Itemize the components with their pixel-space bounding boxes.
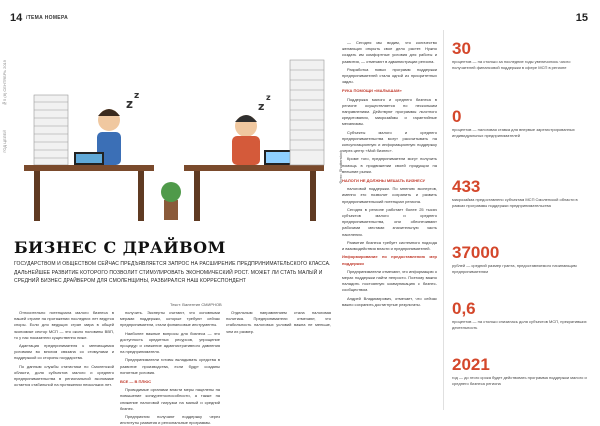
subheading: РУКА ПОМОЩИ «МАЛЫШАМ»: [342, 88, 402, 94]
paragraph: Кроме того, предприниматели могут получить помощь в продвижении своей продукции на внешние рынки.: [342, 156, 437, 174]
desk-left-top: [24, 165, 154, 171]
office-illustration: [14, 40, 334, 232]
paragraph: Предприятия получают поддержку через институты развития и региональные программы.: [120, 414, 220, 426]
worker-right-body: [232, 136, 260, 165]
photo-credit: Фото: Shutterstock: [338, 150, 343, 184]
article-title: БИЗНЕС С ДРАЙВОМ: [14, 238, 226, 257]
paragraph: Предприниматели готовы вкладывать средства в развитие производства, если будут созданы понятные условия.: [120, 357, 220, 375]
stat-description: год — до этого срока будет действовать программа поддержки малого и среднего бизнеса региона: [452, 375, 587, 386]
article-byline: Текст: Валентин СМИРНОВ: [170, 302, 222, 307]
stat-value: 0,6: [452, 299, 476, 318]
paragraph: Развитие бизнеса требует системного подхода и взаимодействия власти и предпринимателей.: [342, 239, 437, 252]
subheading: НАЛОГИ НЕ ДОЛЖНЫ МЕШАТЬ БИЗНЕСУ: [342, 178, 426, 184]
paragraph: Поддержка малого и среднего бизнеса в регионе осуществляется по нескольким направлениям. Действуют программы льготного кредитования, микрозаймы и гарантийные механизмы.: [342, 96, 437, 127]
stat-value: 2021: [452, 355, 490, 374]
stat-description: микрозайма предоставлено субъектам МСП Смоленской области в рамках программы поддержки предпринимательства: [452, 197, 578, 208]
text-column-3: [226, 310, 331, 410]
stat-block: [452, 40, 592, 70]
stat-block: [452, 108, 592, 138]
plant: [161, 182, 181, 202]
stat-block: [452, 244, 592, 274]
svg-text:z: z: [266, 93, 271, 102]
paragraph: Предприниматели отмечают, что информацию о мерах поддержки найти непросто. Поэтому важно наладить постоянную коммуникацию с бизнес-сообществом.: [342, 268, 437, 293]
paper-stack-left: [34, 95, 68, 165]
svg-text:z: z: [258, 100, 265, 113]
paragraph: Андрей Владимирович, отмечает, что сейчас важно сохранить достигнутые результаты.: [342, 295, 437, 307]
stat-block: [452, 178, 592, 208]
side-issue-label: №5 (8) СЕНТЯБРЬ 2019: [2, 60, 7, 106]
paragraph: налоговой поддержки. По мнению экспертов, именно это позволит сохранить и развить предпринимательский потенциал региона.: [342, 186, 437, 204]
stat-value: 30: [452, 39, 471, 58]
stats-divider: [443, 30, 444, 410]
text-column-1: [14, 310, 114, 410]
paragraph: Субъекты малого и среднего предпринимательства могут рассчитывать на консультационную и информационную поддержку через центр «Мой бизнес».: [342, 129, 437, 154]
article-lead: ГОСУДАРСТВОМ И ОБЩЕСТВОМ СЕЙЧАС ПРЕДЪЯВЛЯЕТСЯ ЗАПРОС НА РАСШИРЕНИЕ ПРЕДПРИНИМАТЕЛЬСКОГО КЛАССА. ДАЛЬНЕЙШЕЕ РАЗВИТИЕ КОТОРОГО ПОЗВОЛИТ СТИМУЛИРОВАТЬ ЭКОНОМИЧЕСКИЙ РОСТ. МОЖЕТ ЛИ СТАТЬ МАЛЫЙ И СРЕДНИЙ БИЗНЕС ДРАЙВЕРОМ ДЛЯ СМОЛЕНЩИНЫ, РАЗБИРАЛСЯ НАШ КОРРЕСПОНДЕНТ: [14, 261, 331, 284]
svg-text:z: z: [126, 97, 133, 111]
paragraph: Проводимые органами власти меры нацелены на повышение конкурентоспособности, а также на снижение налоговой нагрузки на малый и средний бизнес.: [120, 387, 220, 411]
text-column-main-right: [342, 40, 437, 410]
side-section-label: ГОД ЦЕЛЕЙ: [2, 130, 7, 153]
text-column-2: [120, 310, 220, 426]
paragraph: Относительно потенциала малого бизнеса в нашей стране на протяжении последних лет ведутся споры. Если для ведущих стран мира в общей экономике сектор МСП — это около половины ВВП, то у нас показатели существенно ниже.: [14, 310, 114, 340]
section-title: /ТЕМА НОМЕРА: [26, 15, 69, 21]
page-number-right: 15: [575, 12, 588, 24]
stat-description: процентов — налоговая ставка для впервые зарегистрированных индивидуальных предпринимателей: [452, 127, 575, 138]
desk-right-top: [184, 165, 324, 171]
paragraph: Адаптация предпринимателя к меняющимся условиям во многом связана со стимулами и поддержкой со стороны государства.: [14, 343, 114, 361]
stat-block: [452, 300, 592, 330]
stat-value: 0: [452, 107, 462, 126]
stat-block: [452, 356, 592, 386]
subheading: ВСЕ — В ПЛЮС: [120, 379, 152, 385]
pull-quote: Информирование по предоставлению мер поддержки: [342, 254, 437, 266]
stat-value: 433: [452, 177, 481, 196]
stat-value: 37000: [452, 243, 500, 262]
office-scene-svg: [14, 40, 334, 232]
paragraph: — Сегодня мы видим, что количество желающих открыть свое дело растет. Нужно создать им комфортные условия для работы и развития, — отмечают в администрации региона.: [342, 40, 437, 64]
paragraph: получить. Эксперты считают, что основными мерами поддержки, которые требуют сейчас предприниматели, стали финансовые инструменты.: [120, 310, 220, 328]
stat-description: процентов — на столько снизилась доля субъектов МСП, прекративших деятельность: [452, 319, 587, 330]
paragraph: Наиболее важные вопросы для бизнеса — это доступность кредитных ресурсов, упрощение процедур и снижение административного давления на предпринимателя.: [120, 330, 220, 355]
paper-stack-right: [290, 60, 324, 165]
svg-text:z: z: [134, 91, 140, 101]
page-number-left: 14: [10, 12, 23, 24]
paragraph: Сегодня в регионе работает более 25 тысяч субъектов малого и среднего предпринимательства, они обеспечивают рабочими местами значительную часть населения.: [342, 206, 437, 237]
stat-description: рублей — средний размер гранта, предоставляемого начинающим предпринимателям: [452, 263, 577, 274]
stat-description: процентов — на столько за последние годы увеличилось число получателей финансовой поддержки в сфере МСП в регионе: [452, 59, 571, 70]
paragraph: По данным службы статистики по Смоленской области, доля субъектов малого и среднего предпринимательства в региональной экономике остается стабильной на протяжении нескольких лет.: [14, 363, 114, 388]
paragraph: Разработка новых программ поддержки предпринимателей стала одной из приоритетных задач.: [342, 66, 437, 85]
paragraph: Отдельным направлением стала налоговая политика. Предприниматели отмечают, что стабильность налоговых условий важна не меньше, чем их размер.: [226, 310, 331, 334]
